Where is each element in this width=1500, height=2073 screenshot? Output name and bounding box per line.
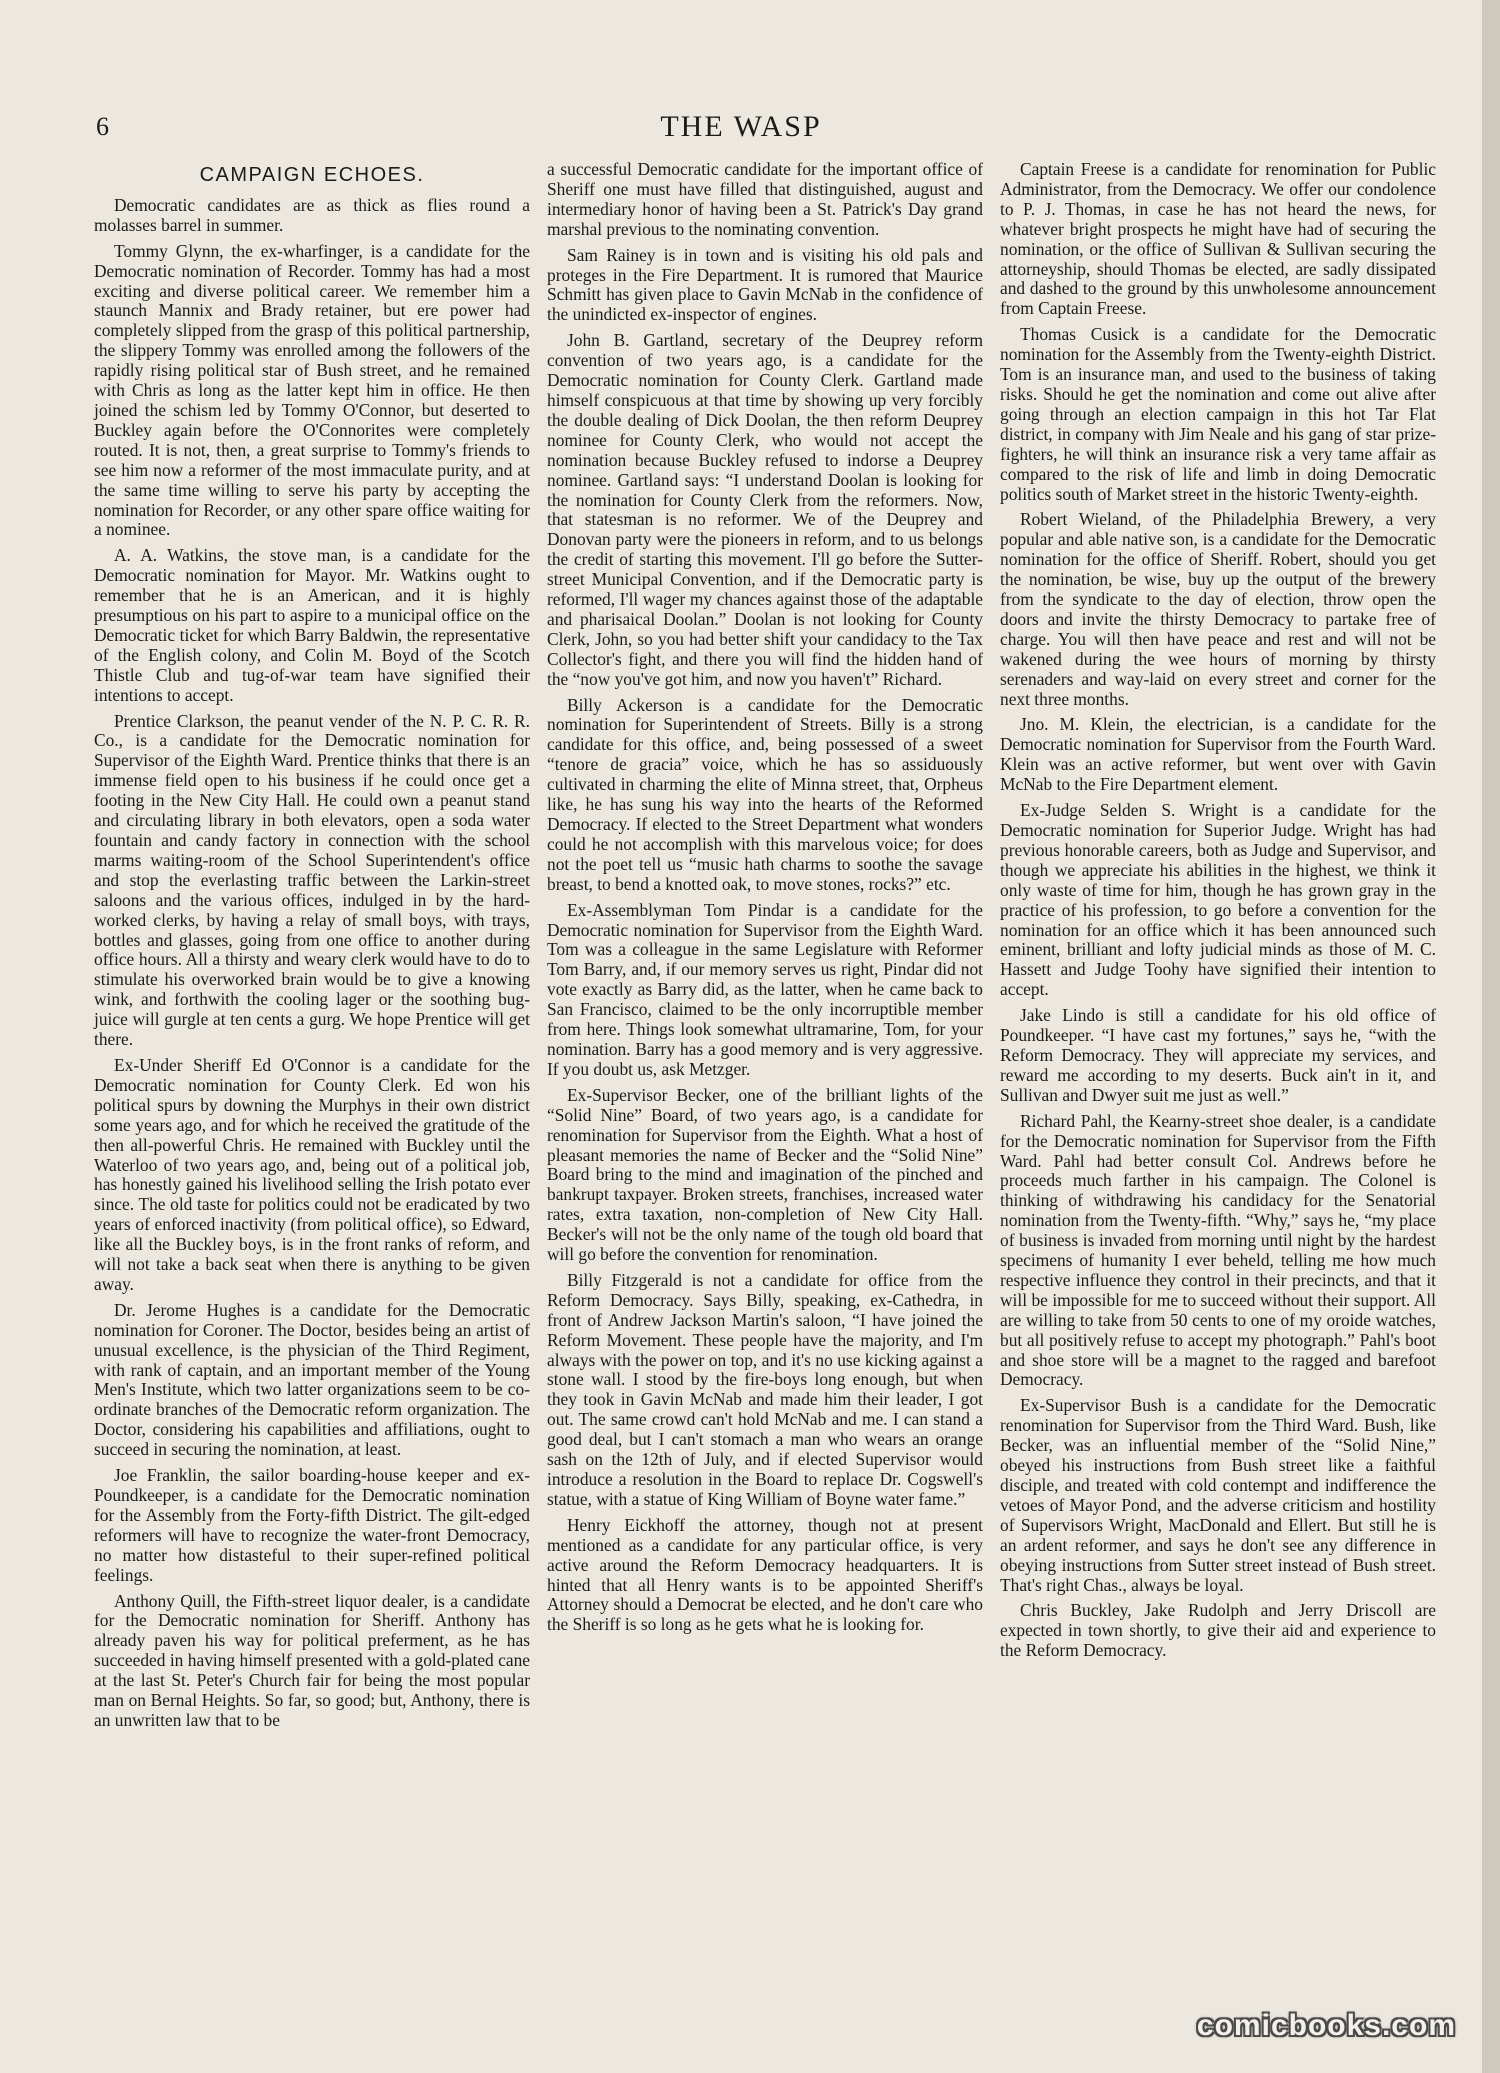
paragraph: Sam Rainey is in town and is visiting his old pals and proteges in the Fire Department. It is rumored that Maurice Schmitt has given place to Gavin McNab in the confidence of the unindicted ex-inspector of engines. xyxy=(547,244,983,325)
paragraph: Chris Buckley, Jake Rudolph and Jerry Driscoll are expected in town shortly, to give their aid and experience to the Reform Democracy. xyxy=(1000,1600,1436,1661)
paragraph: Democratic candidates are as thick as flies round a molasses barrel in summer. xyxy=(94,194,530,235)
paragraph: Ex-Under Sheriff Ed O'Connor is a candidate for the Democratic nomination for County Clerk. Ed won his political spurs by downing the Murphys in their own district some years ago, and for which he received the gratitude of the then all-powerful Chris. He remained with Buckley until the Waterloo of two years ago, and, being out of a political job, has honestly gained his livelihood selling the Irish potato ever since. The old taste for politics could not be eradicated by two years of enforced inactivity (from political office), so Edward, like all the Buckley boys, is in the front ranks of reform, and will not take a back seat when there is anything to be given away. xyxy=(94,1054,530,1294)
page-number: 6 xyxy=(96,112,109,141)
watermark-logo: comicbooks.com xyxy=(1196,2009,1456,2042)
paragraph: Ex-Assemblyman Tom Pindar is a candidate for the Democratic nomination for Supervisor from the Eighth Ward. Tom was a colleague in the same Legislature with Reformer Tom Barry, and, if our memory serves us right, Pindar did not vote exactly as Barry did, as the latter, when he came back to San Francisco, claimed to be the only incorruptible member from here. Things look somewhat ultramarine, Tom, for your nomination. Barry has a good memory and is very aggressive. If you doubt us, ask Metzger. xyxy=(547,899,983,1079)
paragraph: Jno. M. Klein, the electrician, is a candidate for the Democratic nomination for Supervisor from the Fourth Ward. Klein was an active reformer, but went over with Gavin McNab to the Fire Department element. xyxy=(1000,714,1436,795)
paragraph: Ex-Supervisor Becker, one of the brilliant lights of the “Solid Nine” Board, of two years ago, is a candidate for renomination for Supervisor from the Eighth. What a host of pleasant memories the name of Becker and the “Solid Nine” Board bring to the mind and imagination of the pinched and bankrupt taxpayer. Broken streets, franchises, increased water rates, extra taxation, non-completion of New City Hall. Becker's will not be the only name of the tough old board that will go before the convention for renomination. xyxy=(547,1084,983,1265)
column-1 xyxy=(94,160,530,1737)
masthead-title: THE WASP xyxy=(660,110,822,143)
paragraph: A. A. Watkins, the stove man, is a candidate for the Democratic nomination for Mayor. Mr. Watkins ought to remember that he is an American, and it is highly presumptious on his part to aspire to a municipal office on the Democratic ticket for which Barry Baldwin, the representative of the English colony, and Colin M. Boyd of the Scotch Thistle Club and tug-of-war team have signified their intentions to accept. xyxy=(94,545,530,705)
paragraph: Richard Pahl, the Kearny-street shoe dealer, is a candidate for the Democratic nomination for Supervisor from the Fifth Ward. Pahl had better consult Col. Andrews before he proceeds much farther in his campaign. The Colonel is thinking of withdrawing his candidacy for the Senatorial nomination from the Twenty-fifth. “Why,” says he, “my place of business is invaded from morning until night by the hardest specimens of humanity I ever beheld, telling me how much respective influence they control in their precincts, and that it will be impossible for me to succeed without their support. All are willing to take from 50 cents to one of my oroide watches, but all positively refuse to accept my photograph.” Pahl's boot and shoe store will be a magnet to the ragged and barefoot Democracy. xyxy=(1000,1110,1436,1390)
paragraph: Tommy Glynn, the ex-wharfinger, is a candidate for the Democratic nomination of Recorder. Tommy has had a most exciting and diverse political career. We remember him a staunch Mannix and Brady retainer, but ere power had completely slipped from the grasp of this political partnership, the slippery Tommy was enrolled among the followers of the rapidly rising political star of Bush street, and he remained with Chris as long as the latter kept him in office. He then joined the schism led by Tommy O'Connor, but deserted to Buckley again before the O'Connorites were completely routed. It is not, then, a great surprise to Tommy's friends to see him now a reformer of the most immaculate purity, and at the same time willing to serve his party by accepting the nomination for Recorder, or any other spare office waiting for a nominee. xyxy=(94,240,530,540)
paragraph: Billy Ackerson is a candidate for the Democratic nomination for Superintendent of Streets. Billy is a strong candidate for this office, and, being possessed of a sweet “tenore de gracia” voice, which he has so assiduously cultivated in charming the elite of Minna street, that, Orpheus like, he has sung his way into the hearts of the Reformed Democracy. If elected to the Street Department what wonders could he not accomplish with this marvelous voice; for does not the poet tell us “music hath charms to soothe the savage breast, to bend a knotted oak, to move stones, rocks?” etc. xyxy=(547,694,983,894)
paragraph: John B. Gartland, secretary of the Deuprey reform convention of two years ago, is a candidate for the Democratic nomination for County Clerk. Gartland made himself conspicuous at that time by showing up very forcibly the double dealing of Dick Doolan, the then reform Deuprey nominee for County Clerk, who would not accept the nomination because Buckley refused to indorse a Deuprey nominee. Gartland says: “I understand Doolan is looking for the nomination for County Clerk from the reformers. Now, that statesman is no reformer. We of the Deuprey and Donovan party were the pioneers in reform, and to us belongs the credit of starting this movement. I'll go before the Sutter-street Municipal Convention, and if the Democratic party is reformed, I'll wager my chances against those of the adaptable and pharisaical Doolan.” Doolan is not looking for County Clerk, John, so you had better shift your candidacy to the Tax Collector's fight, and there you will find the hidden hand of the “now you've got him, and now you haven't” Richard. xyxy=(547,330,983,689)
paragraph: Robert Wieland, of the Philadelphia Brewery, a very popular and able native son, is a candidate for the Democratic nomination for the office of Sheriff. Robert, should you get the nomination, be wise, buy up the output of the brewery from the syndicate to the day of election, throw open the doors and invite the thirsty Democracy to partake free of charge. You will then have peace and rest and will not be wakened during the wee hours of morning by thirsty serenaders and way-laid on every street and corner for the next three months. xyxy=(1000,509,1436,709)
column-3 xyxy=(1000,160,1436,1667)
paragraph: Captain Freese is a candidate for renomination for Public Administrator, from the Democracy. We offer our condolence to P. J. Thomas, in case he has not heard the news, for whatever bright prospects he might have had of securing the nomination, or the office of Sullivan & Sullivan securing the attorneyship, should Thomas be elected, are sadly dissipated and dashed to the ground by this unwholesome announcement from Captain Freese. xyxy=(1000,159,1436,319)
paragraph: Ex-Supervisor Bush is a candidate for the Democratic renomination for Supervisor from the Third Ward. Bush, like Becker, was an influential member of the “Solid Nine,” obeyed his instructions from Bush street like a faithful disciple, and treated with cold contempt and indifference the vetoes of Mayor Pond, and the adverse criticism and hostility of Supervisors Wright, MacDonald and Ellert. But still he is an ardent reformer, and says he don't see any difference in obeying instructions from Sutter street instead of Bush street. That's right Chas., always be loyal. xyxy=(1000,1395,1436,1595)
paragraph: Henry Eickhoff the attorney, though not at present mentioned as a candidate for any particular office, is very active around the Reform Democracy headquarters. It is hinted that all Henry wants is to be appointed Sheriff's Attorney should a Democrat be elected, and he don't care who the Sheriff is so long as he gets what he is looking for. xyxy=(547,1514,983,1635)
paragraph: Dr. Jerome Hughes is a candidate for the Democratic nomination for Coroner. The Doctor, besides being an artist of unusual excellence, is the physician of the Third Regiment, with rank of captain, and an important member of the Young Men's Institute, which two latter organizations seem to be co-ordinate branches of the Democratic reform organization. The Doctor, considering his capabilities and affiliations, ought to succeed in securing the nomination, at least. xyxy=(94,1299,530,1460)
column-2 xyxy=(547,160,983,1641)
paragraph: Prentice Clarkson, the peanut vender of the N. P. C. R. R. Co., is a candidate for the Democratic nomination for Supervisor of the Eighth Ward. Prentice thinks that there is an immense field open to his business if he could once get a footing in the New City Hall. He could own a peanut stand and circulating library in both elevators, open a soda water fountain and candy factory in connection with the school marms waiting-room of the School Superintendent's office and stop the everlasting traffic between the Larkin-street saloons and the various offices, indulged in by the hard-worked clerks, by having a relay of small boys, with trays, bottles and glasses, going from one office to another during office hours. All a thirsty and weary clerk would have to do to stimulate his overworked brain would be to give a knowing wink, and forthwith the cooling lager or the soothing bug-juice will gurgle at ten cents a gurg. We hope Prentice will get there. xyxy=(94,710,530,1050)
article-heading: CAMPAIGN ECHOES. xyxy=(199,164,425,186)
paragraph: Billy Fitzgerald is not a candidate for office from the Reform Democracy. Says Billy, speaking, ex-Cathedra, in front of Andrew Jackson Martin's saloon, “I have joined the Reform Movement. These people have the majority, and I'm always with the power on top, and it's no use kicking against a stone wall. I stood by the fire-boys long enough, but when they took in Gavin McNab and made him their leader, I got out. The same crowd can't hold McNab and me. I can stand a good deal, but I can't stomach a man who wears an orange sash on the 12th of July, and if elected Supervisor would introduce a resolution in the Board to replace Dr. Cogswell's statue, with a statue of King William of Boyne water fame.” xyxy=(547,1269,983,1509)
paragraph: Joe Franklin, the sailor boarding-house keeper and ex-Poundkeeper, is a candidate for the Democratic nomination for the Assembly from the Forty-fifth District. The gilt-edged reformers will have to recognize the water-front Democracy, no matter how distasteful to their super-refined political feelings. xyxy=(94,1465,530,1585)
paragraph: Jake Lindo is still a candidate for his old office of Poundkeeper. “I have cast my fortunes,” says he, “with the Reform Democracy. They will appreciate my services, and reward me according to my deserts. Buck ain't in it, and Sullivan and Dwyer suit me just as well.” xyxy=(1000,1005,1436,1105)
paragraph: Thomas Cusick is a candidate for the Democratic nomination for the Assembly from the Twenty-eighth District. Tom is an insurance man, and used to the business of taking risks. Should he get the nomination and come out alive after going through an election campaign in this hot Tar Flat district, in company with Jim Neale and his gang of star prize-fighters, he will think an insurance risk a very tame affair as compared to the risk of life and limb in doing Democratic politics south of Market street in the historic Twenty-eighth. xyxy=(1000,324,1436,504)
paragraph: Ex-Judge Selden S. Wright is a candidate for the Democratic nomination for Superior Judge. Wright has had previous honorable careers, both as Judge and Supervisor, and though we appreciate his abilities in the highest, we think it only waste of time for him, though he has grown gray in the practice of his profession, to go before a convention for the nomination for an office which it has been announced such eminent, brilliant and lofty judicial minds as those of M. C. Hassett and Judge Toohy have signified their intention to accept. xyxy=(1000,800,1436,1000)
paragraph: a successful Democratic candidate for the important office of Sheriff one must have filled that distinguished, august and intermediary honor of having been a St. Patrick's Day grand marshal previous to the nominating convention. xyxy=(547,159,983,239)
paragraph: Anthony Quill, the Fifth-street liquor dealer, is a candidate for the Democratic nomination for Sheriff. Anthony has already paven his way for political preferment, as he has succeeded in having himself presented with a gold-plated cane at the last St. Peter's Church fair for being the most popular man on Bernal Heights. So far, so good; but, Anthony, there is an unwritten law that to be xyxy=(94,1590,530,1730)
